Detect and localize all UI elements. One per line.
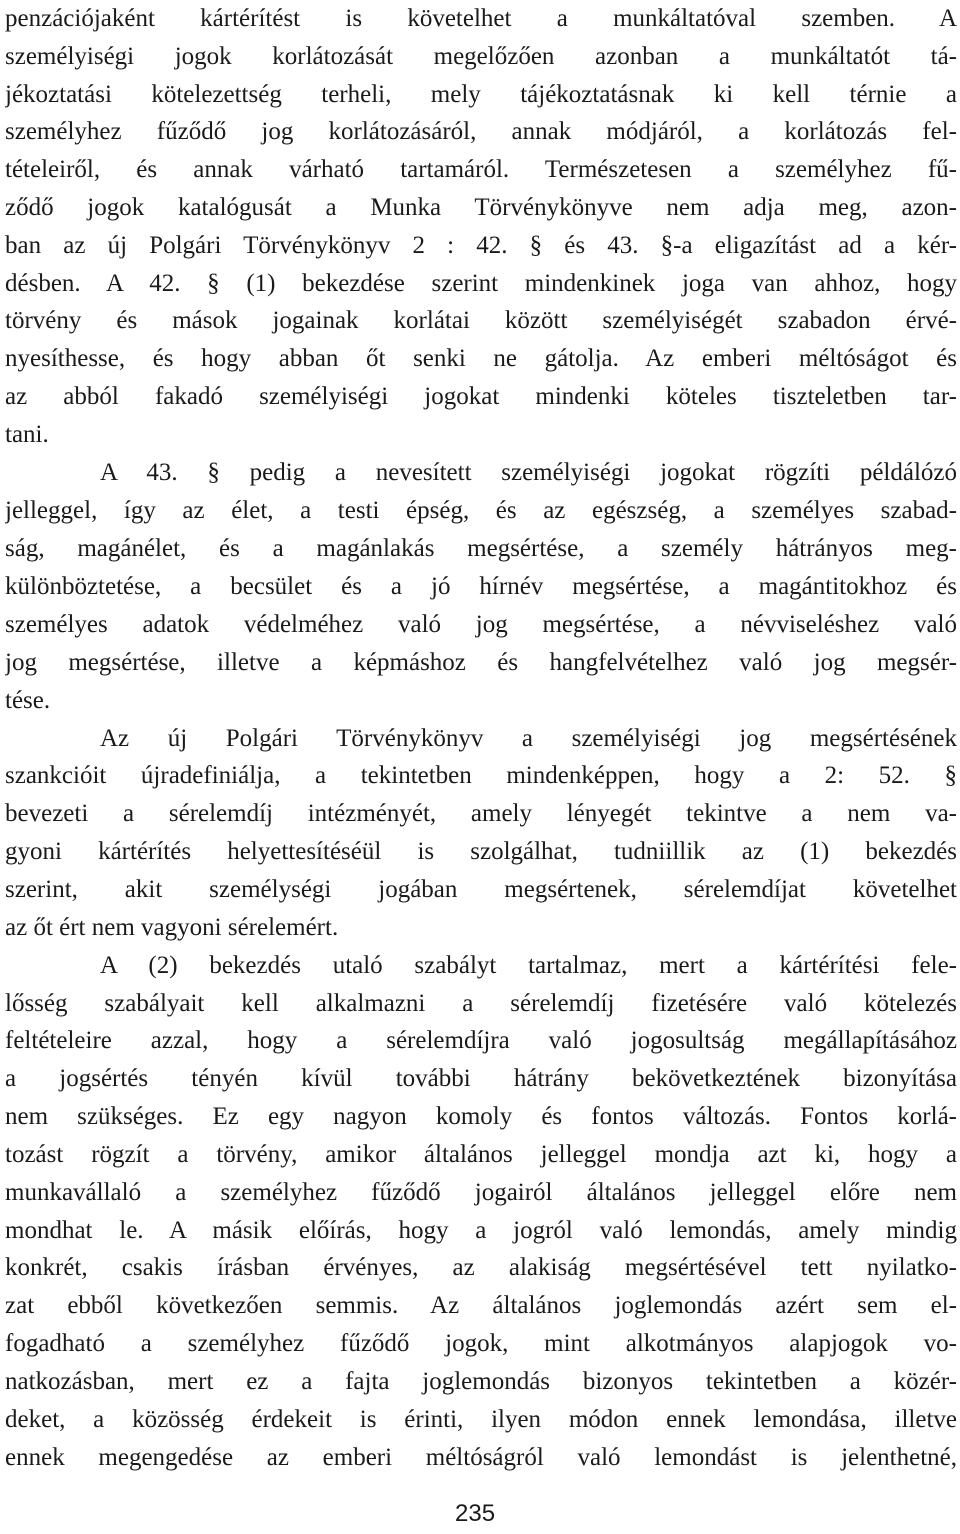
text-line: bevezeti a sérelemdíj intézményét, amely lényegét tekintve a nem va- [5,800,957,827]
text-line: A 43. § pedig a nevesített személyiségi jogokat rögzíti példálózó [100,459,957,486]
document-page [5,0,957,1534]
text-line: mondhat le. A másik előírás, hogy a jogról való lemondás, amely mindig [5,1217,957,1244]
text-line: törvény és mások jogainak korlátai között személyiségét szabadon érvé- [5,307,957,334]
text-line: ban az új Polgári Törvénykönyv 2 : 42. § és 43. §-a eligazítást ad a kér- [5,232,957,259]
text-line: jékoztatási kötelezettség terheli, mely tájékoztatásnak ki kell térnie a [5,81,957,108]
page-number: 235 [455,1500,496,1527]
text-line: jog megsértése, illetve a képmáshoz és hangfelvételhez való jog megsér- [5,649,957,676]
text-line: a jogsértés tényén kívül további hátrány bekövetkeztének bizonyítása [5,1065,957,1092]
text-line: deket, a közösség érdekeit is érinti, ilyen módon ennek lemondása, illetve [5,1406,957,1433]
text-line: tése. [5,687,51,714]
text-line: penzációjaként kártérítést is követelhet a munkáltatóval szemben. A [5,5,957,32]
text-line: désben. A 42. § (1) bekezdése szerint mindenkinek joga van ahhoz, hogy [5,270,957,297]
text-line: fogadható a személyhez fűződő jogok, mint alkotmányos alapjogok vo- [5,1330,957,1357]
text-line: A (2) bekezdés utaló szabályt tartalmaz, mert a kártérítési fele- [100,952,957,979]
text-line: gyoni kártérítés helyettesítéséül is szolgálhat, tudniillik az (1) bekezdés [5,838,957,865]
text-line: jelleggel, így az élet, a testi épség, és az egészség, a személyes szabad- [5,497,957,524]
text-line: lősség szabályait kell alkalmazni a sérelemdíj fizetésére való kötelezés [5,990,957,1017]
text-line: személyhez fűződő jog korlátozásáról, annak módjáról, a korlátozás fel- [5,118,957,145]
text-line: ennek megengedése az emberi méltóságról való lemondást is jelenthetné, [5,1444,957,1471]
text-line: nem szükséges. Ez egy nagyon komoly és fontos változás. Fontos korlá- [5,1103,957,1130]
text-line: zat ebből következően semmis. Az általános joglemondás azért sem el- [5,1292,957,1319]
text-line: tételeiről, és annak várható tartamáról. Természetesen a személyhez fű- [5,156,957,183]
text-line: tani. [5,421,49,448]
text-line: az abból fakadó személyiségi jogokat mindenki köteles tiszteletben tar- [5,383,957,410]
text-line: különböztetése, a becsület és a jó hírnév megsértése, a magántitokhoz és [5,573,957,600]
text-line: személyes adatok védelméhez való jog megsértése, a névviseléshez való [5,611,957,638]
text-line: Az új Polgári Törvénykönyv a személyiségi jog megsértésének [100,725,957,752]
text-line: ződő jogok katalógusát a Munka Törvénykönyve nem adja meg, azon- [5,194,957,221]
text-line: konkrét, csakis írásban érvényes, az alakiság megsértésével tett nyilatko- [5,1254,957,1281]
text-line: tozást rögzít a törvény, amikor általános jelleggel mondja azt ki, hogy a [5,1141,957,1168]
text-line: személyiségi jogok korlátozását megelőzően azonban a munkáltatót tá- [5,43,957,70]
text-line: nyesíthesse, és hogy abban őt senki ne gátolja. Az emberi méltóságot és [5,345,957,372]
text-line: natkozásban, mert ez a fajta joglemondás bizonyos tekintetben a közér- [5,1368,957,1395]
text-line: szankcióit újradefiniálja, a tekintetben mindenképpen, hogy a 2: 52. § [5,762,957,789]
text-line: ság, magánélet, és a magánlakás megsértése, a személy hátrányos meg- [5,535,957,562]
text-line: szerint, akit személységi jogában megsértenek, sérelemdíjat követelhet [5,876,957,903]
text-line: az őt ért nem vagyoni sérelemért. [5,914,339,941]
text-line: munkavállaló a személyhez fűződő jogairól általános jelleggel előre nem [5,1179,957,1206]
text-line: feltételeire azzal, hogy a sérelemdíjra való jogosultság megállapításához [5,1027,957,1054]
